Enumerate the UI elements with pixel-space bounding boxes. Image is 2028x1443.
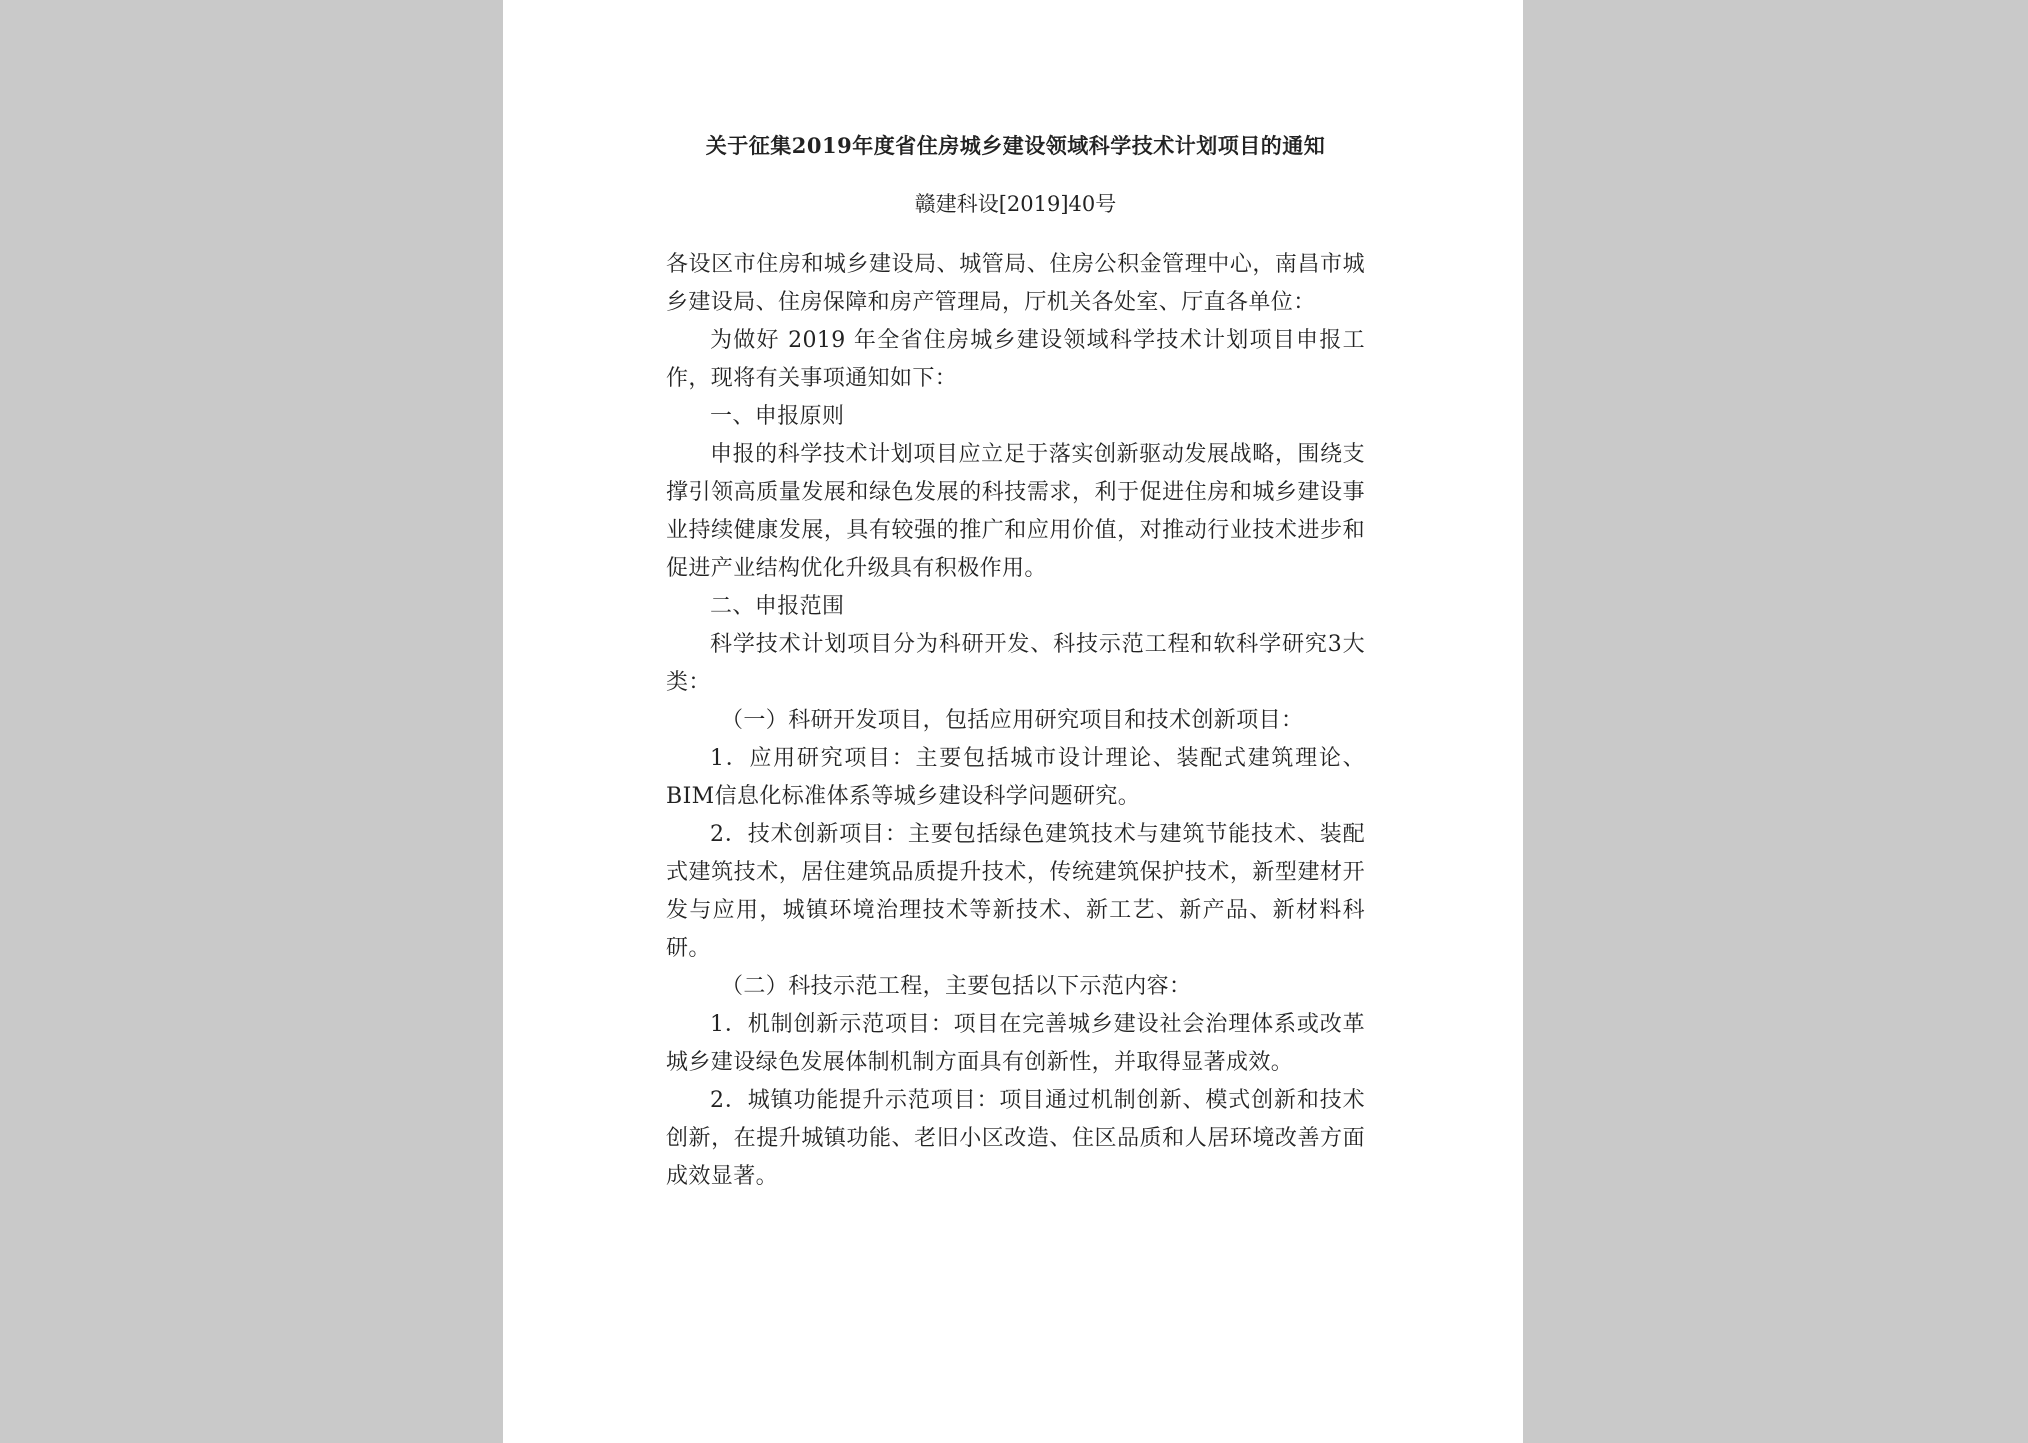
document-page	[503, 0, 1523, 1443]
document-body	[666, 246, 1365, 1196]
paragraph-principles: 申报的科学技术计划项目应立足于落实创新驱动发展战略，围绕支撑引领高质量发展和绿色发展的科技需求，利于促进住房和城乡建设事业持续健康发展，具有较强的推广和应用价值，对推动行业技术进步和促进产业结构优化升级具有积极作用。	[666, 442, 1365, 581]
section-heading-principles: 一、申报原则	[710, 404, 845, 429]
subsection-research: （一）科研开发项目，包括应用研究项目和技术创新项目：	[721, 708, 1304, 733]
document-number: 赣建科设[2019]40号	[914, 192, 1117, 216]
section-heading-scope: 二、申报范围	[710, 594, 845, 619]
list-item-tech-innovation: 2．技术创新项目：主要包括绿色建筑技术与建筑节能技术、装配式建筑技术，居住建筑品质提升技术，传统建筑保护技术，新型建材开发与应用，城镇环境治理技术等新技术、新工艺、新产品、新材料科研。	[666, 822, 1365, 961]
list-item-urban-function: 2．城镇功能提升示范项目：项目通过机制创新、模式创新和技术创新，在提升城镇功能、老旧小区改造、住区品质和人居环境改善方面成效显著。	[666, 1088, 1365, 1189]
paragraph-scope: 科学技术计划项目分为科研开发、科技示范工程和软科学研究3大类：	[666, 632, 1365, 695]
addressee: 各设区市住房和城乡建设局、城管局、住房公积金管理中心，南昌市城乡建设局、住房保障和房产管理局，厅机关各处室、厅直各单位：	[666, 252, 1365, 315]
list-item-applied-research: 1．应用研究项目：主要包括城市设计理论、装配式建筑理论、BIM信息化标准体系等城乡建设科学问题研究。	[666, 746, 1365, 809]
document-title: 关于征集2019年度省住房城乡建设领域科学技术计划项目的通知	[705, 133, 1326, 158]
subsection-demonstration: （二）科技示范工程，主要包括以下示范内容：	[721, 974, 1192, 999]
paragraph-intro: 为做好 2019 年全省住房城乡建设领域科学技术计划项目申报工作，现将有关事项通知如下：	[666, 328, 1365, 391]
list-item-mechanism-innovation: 1．机制创新示范项目：项目在完善城乡建设社会治理体系或改革城乡建设绿色发展体制机制方面具有创新性，并取得显著成效。	[666, 1012, 1365, 1075]
